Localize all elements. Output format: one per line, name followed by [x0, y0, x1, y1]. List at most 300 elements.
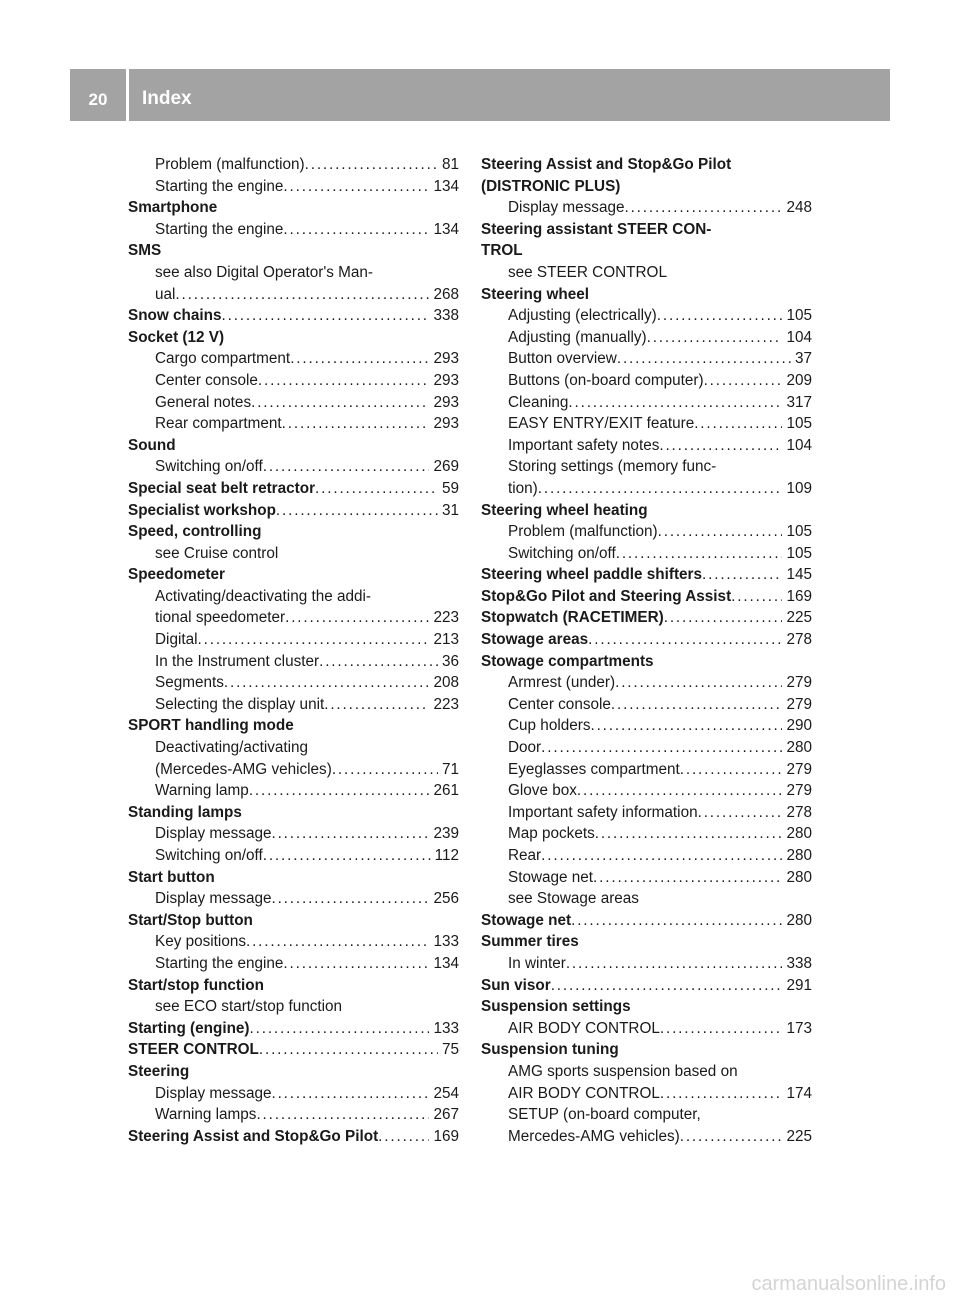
index-subentry	[128, 370, 459, 392]
entry-text: Center console	[508, 695, 611, 713]
entry-text: Segments	[155, 674, 224, 692]
index-subentry	[481, 197, 812, 219]
entry-text: Starting the engine	[155, 177, 284, 195]
entry-text: Mercedes-AMG vehicles)	[508, 1127, 680, 1145]
dot-leader	[680, 759, 783, 781]
page-reference: 223	[433, 609, 459, 627]
page-reference: 268	[433, 285, 459, 303]
page-reference: 280	[786, 825, 812, 843]
page-reference: 290	[786, 717, 812, 735]
entry-text: Center console	[155, 371, 258, 389]
entry-text: see STEER CONTROL	[508, 263, 667, 281]
page-reference: 112	[434, 847, 459, 864]
dot-leader	[285, 607, 429, 629]
page-reference: 293	[433, 350, 459, 368]
page-reference: 225	[786, 1127, 812, 1145]
page-reference: 223	[433, 695, 459, 713]
entry-text: Button overview	[508, 350, 617, 368]
dot-leader	[246, 931, 429, 953]
index-subentry	[481, 802, 812, 824]
dot-leader	[694, 413, 782, 435]
dot-leader	[541, 845, 782, 867]
entry-text: Summer tires	[481, 933, 579, 951]
entry-text: Display message	[155, 1084, 272, 1102]
page-reference: 169	[786, 587, 812, 605]
page-reference: 75	[441, 1041, 459, 1059]
entry-text: see ECO start/stop function	[155, 998, 343, 1016]
entry-text: SMS	[128, 242, 162, 260]
dot-leader	[256, 1104, 429, 1126]
page-reference: 105	[786, 544, 812, 562]
page-reference: 279	[786, 782, 812, 800]
dot-leader	[660, 1083, 783, 1105]
entry-text: Steering wheel paddle shifters	[481, 566, 703, 584]
index-entry	[481, 240, 812, 262]
dot-leader	[290, 348, 429, 370]
index-entry	[128, 1018, 459, 1040]
entry-text: Stowage net	[508, 868, 594, 886]
entry-text: AMG sports suspension based on	[508, 1062, 738, 1080]
entry-text: Key positions	[155, 933, 246, 951]
entry-text: Steering wheel	[481, 285, 589, 303]
index-subentry	[481, 262, 812, 284]
page-reference: 105	[786, 523, 812, 541]
entry-text: SPORT handling mode	[128, 717, 294, 735]
index-entry	[128, 564, 459, 586]
dot-leader	[283, 953, 429, 975]
page-reference: 105	[786, 415, 812, 433]
index-subentry	[128, 888, 459, 910]
dot-leader	[571, 910, 782, 932]
dot-leader	[551, 975, 783, 997]
entry-text: (DISTRONIC PLUS)	[481, 177, 621, 195]
entry-text: Door	[508, 739, 542, 757]
entry-text: tion)	[508, 479, 538, 497]
index-subentry	[481, 392, 812, 414]
dot-leader	[659, 435, 782, 457]
index-subentry	[128, 931, 459, 953]
page-reference: 293	[433, 393, 459, 411]
entry-text: Switching on/off	[508, 544, 616, 562]
page-reference: 280	[786, 868, 812, 886]
page-reference: 174	[786, 1084, 812, 1102]
index-entry	[128, 521, 459, 543]
page-reference: 278	[786, 631, 812, 649]
entry-text: Start button	[128, 868, 215, 886]
index-subentry	[481, 1018, 812, 1040]
page-reference: 145	[786, 566, 812, 584]
page-number: 20	[88, 90, 108, 109]
index-subentry	[481, 737, 812, 759]
entry-text: Display message	[155, 825, 272, 843]
index-subentry	[128, 348, 459, 370]
entry-text: AIR BODY CONTROL	[508, 1084, 660, 1102]
page-reference: 338	[433, 307, 459, 325]
entry-text: Steering wheel heating	[481, 501, 648, 519]
dot-leader	[319, 651, 438, 673]
entry-text: ual	[155, 285, 176, 303]
header-divider	[126, 69, 129, 121]
index-subentry	[128, 737, 459, 759]
index-subentry	[128, 1104, 459, 1126]
page-reference: 134	[433, 954, 459, 972]
index-entry	[128, 435, 459, 457]
page-reference: 81	[441, 156, 459, 173]
page-reference: 278	[786, 803, 812, 821]
index-subentry	[481, 823, 812, 845]
dot-leader	[698, 802, 783, 824]
entry-text: Starting the engine	[155, 220, 284, 238]
page-reference: 59	[441, 479, 459, 497]
entry-text: STEER CONTROL	[128, 1041, 259, 1059]
dot-leader	[647, 327, 783, 349]
dot-leader	[704, 370, 783, 392]
page-reference: 37	[794, 350, 812, 368]
index-entry	[481, 975, 812, 997]
entry-text: Buttons (on-board computer)	[508, 371, 704, 389]
index-subentry	[481, 780, 812, 802]
dot-leader	[624, 197, 782, 219]
entry-text: Adjusting (electrically)	[508, 307, 657, 325]
index-subentry	[128, 176, 459, 198]
dot-leader	[259, 1039, 438, 1061]
dot-leader	[250, 1018, 430, 1040]
index-entry	[481, 176, 812, 198]
index-subentry	[481, 953, 812, 975]
entry-text: Sun visor	[481, 976, 551, 994]
index-subentry	[481, 672, 812, 694]
index-entry	[128, 910, 459, 932]
page-header	[70, 69, 890, 121]
index-subentry	[481, 694, 812, 716]
index-subentry	[128, 845, 459, 867]
index-entry	[128, 327, 459, 349]
index-subentry	[481, 435, 812, 457]
page-reference: 169	[433, 1127, 459, 1145]
entry-text: see Cruise control	[155, 544, 279, 562]
page-reference: 293	[433, 371, 459, 389]
index-subentry	[481, 348, 812, 370]
dot-leader	[315, 478, 438, 500]
index-subentry	[128, 953, 459, 975]
index-subentry	[481, 845, 812, 867]
index-subentry	[481, 1083, 812, 1105]
dot-leader	[664, 607, 783, 629]
index-entry	[481, 629, 812, 651]
index-subentry	[128, 284, 459, 306]
dot-leader	[283, 176, 429, 198]
entry-text: Rear compartment	[155, 415, 282, 433]
index-subentry	[481, 1061, 812, 1083]
entry-text: Start/stop function	[128, 976, 264, 994]
index-column-right	[481, 154, 812, 1147]
index-subentry	[481, 888, 812, 910]
entry-text: Suspension tuning	[481, 1041, 619, 1059]
index-subentry	[481, 456, 812, 478]
entry-text: Speedometer	[128, 566, 225, 584]
page-reference: 248	[786, 199, 812, 217]
index-subentry	[481, 867, 812, 889]
page-reference: 239	[433, 825, 459, 843]
dot-leader	[222, 305, 430, 327]
page-reference: 338	[786, 954, 812, 972]
dot-leader	[617, 348, 791, 370]
page-reference: 31	[441, 501, 459, 519]
index-subentry	[128, 413, 459, 435]
entry-text: Storing settings (memory func-	[508, 458, 717, 476]
dot-leader	[702, 564, 782, 586]
dot-leader	[224, 672, 430, 694]
page-reference: 109	[786, 479, 812, 497]
dot-leader	[271, 823, 429, 845]
entry-text: Selecting the display unit	[155, 695, 325, 713]
entry-text: Steering assistant STEER CON-	[481, 220, 712, 238]
index-subentry	[128, 392, 459, 414]
dot-leader	[282, 413, 430, 435]
entry-text: see Stowage areas	[508, 890, 639, 908]
entry-text: Armrest (under)	[508, 674, 616, 692]
page-reference: 104	[786, 436, 812, 454]
page-reference: 134	[433, 220, 459, 238]
page-reference: 208	[433, 674, 459, 692]
dot-leader	[660, 1018, 783, 1040]
dot-leader	[305, 154, 438, 176]
entry-text: Snow chains	[128, 307, 222, 325]
entry-text: Special seat belt retractor	[128, 479, 316, 497]
index-entry	[481, 607, 812, 629]
page-reference: 317	[786, 393, 812, 411]
entry-text: Deactivating/activating	[155, 739, 309, 757]
page-reference: 133	[433, 1019, 459, 1037]
index-entry	[481, 1039, 812, 1061]
entry-text: Sound	[128, 436, 176, 454]
entry-text: Suspension settings	[481, 998, 631, 1016]
dot-leader	[577, 780, 783, 802]
entry-text: Cargo compartment	[155, 350, 291, 368]
index-entry	[128, 1061, 459, 1083]
dot-leader	[566, 953, 783, 975]
page-reference: 256	[433, 890, 459, 908]
dot-leader	[276, 500, 438, 522]
page-reference: 213	[433, 631, 459, 649]
entry-text: Specialist workshop	[128, 501, 276, 519]
entry-text: Warning lamp	[155, 782, 249, 800]
entry-text: TROL	[481, 242, 523, 260]
page-reference: 280	[786, 911, 812, 929]
index-entry	[128, 197, 459, 219]
page-reference: 293	[433, 415, 459, 433]
entry-text: In the Instrument cluster	[155, 652, 320, 670]
index-subentry	[128, 672, 459, 694]
index-subentry	[128, 262, 459, 284]
index-subentry	[481, 478, 812, 500]
entry-text: Stowage areas	[481, 631, 589, 649]
entry-text: Stowage compartments	[481, 652, 654, 670]
page-reference: 71	[441, 760, 459, 778]
entry-text: Display message	[155, 890, 272, 908]
dot-leader	[378, 1126, 429, 1148]
dot-leader	[258, 370, 430, 392]
index-subentry	[128, 607, 459, 629]
page-reference: 279	[786, 695, 812, 713]
dot-leader	[731, 586, 782, 608]
dot-leader	[616, 543, 783, 565]
index-entry	[481, 500, 812, 522]
entry-text: Activating/deactivating the addi-	[155, 587, 371, 605]
page-reference: 105	[786, 307, 812, 325]
entry-text: Stowage net	[481, 911, 572, 929]
index-entry	[481, 219, 812, 241]
dot-leader	[658, 521, 783, 543]
index-subentry	[128, 694, 459, 716]
entry-text: Important safety information	[508, 803, 698, 821]
entry-text: AIR BODY CONTROL	[508, 1019, 660, 1037]
index-subentry	[481, 327, 812, 349]
page-reference: 280	[786, 847, 812, 864]
page-reference: 269	[433, 458, 459, 476]
dot-leader	[568, 392, 782, 414]
dot-leader	[332, 759, 438, 781]
entry-text: Important safety notes	[508, 436, 660, 454]
index-subentry	[481, 1104, 812, 1126]
entry-text: Steering Assist and Stop&Go Pilot	[128, 1127, 379, 1145]
dot-leader	[611, 694, 783, 716]
index-entry	[481, 910, 812, 932]
index-subentry	[128, 759, 459, 781]
index-subentry	[128, 629, 459, 651]
page-reference: 225	[786, 609, 812, 627]
index-entry	[128, 240, 459, 262]
index-subentry	[128, 651, 459, 673]
entry-text: tional speedometer	[155, 609, 286, 627]
index-subentry	[128, 1083, 459, 1105]
entry-text: Steering	[128, 1062, 190, 1080]
entry-text: Speed, controlling	[128, 523, 262, 541]
dot-leader	[595, 823, 783, 845]
index-column-left	[128, 154, 459, 1147]
index-entry	[481, 996, 812, 1018]
page-reference: 267	[433, 1106, 459, 1124]
dot-leader	[251, 392, 429, 414]
index-subentry	[481, 759, 812, 781]
entry-text: Cleaning	[508, 393, 569, 411]
entry-text: Stop&Go Pilot and Steering Assist	[481, 587, 732, 605]
index-entry	[128, 305, 459, 327]
index-subentry	[128, 780, 459, 802]
dot-leader	[324, 694, 429, 716]
index-entry	[481, 931, 812, 953]
entry-text: Standing lamps	[128, 803, 242, 821]
index-subentry	[481, 305, 812, 327]
dot-leader	[538, 478, 783, 500]
page-reference: 173	[786, 1019, 812, 1037]
index-subentry	[128, 543, 459, 565]
index-entry	[128, 1039, 459, 1061]
dot-leader	[175, 284, 429, 306]
dot-leader	[657, 305, 783, 327]
index-entry	[128, 802, 459, 824]
entry-text: see also Digital Operator's Man-	[155, 263, 374, 281]
page-reference: 254	[433, 1084, 459, 1102]
dot-leader	[615, 672, 782, 694]
page-reference: 291	[786, 976, 812, 994]
entry-text: Stopwatch (RACETIMER)	[481, 609, 664, 627]
entry-text: Map pockets	[508, 825, 595, 843]
index-subentry	[481, 715, 812, 737]
page-reference: 104	[786, 328, 812, 346]
index-entry	[481, 651, 812, 673]
index-entry	[128, 867, 459, 889]
footer-watermark: carmanualsonline.info	[751, 1273, 946, 1295]
index-subentry	[128, 456, 459, 478]
entry-text: Display message	[508, 199, 625, 217]
index-entry	[128, 1126, 459, 1148]
page-reference: 280	[786, 739, 812, 757]
index-subentry	[128, 154, 459, 176]
entry-text: Socket (12 V)	[128, 328, 225, 346]
index-subentry	[481, 370, 812, 392]
entry-text: EASY ENTRY/EXIT feature	[508, 415, 695, 433]
page-title: Index	[142, 88, 192, 109]
entry-text: Switching on/off	[155, 458, 263, 476]
index-subentry	[128, 586, 459, 608]
page-reference: 133	[433, 933, 459, 951]
entry-text: Digital	[155, 631, 198, 649]
page-reference: 36	[441, 652, 459, 670]
index-subentry	[128, 219, 459, 241]
entry-text: Adjusting (manually)	[508, 328, 647, 346]
entry-text: Smartphone	[128, 199, 218, 217]
dot-leader	[680, 1126, 783, 1148]
dot-leader	[541, 737, 782, 759]
index-entry	[128, 975, 459, 997]
page-reference: 134	[433, 177, 459, 195]
entry-text: In winter	[508, 954, 566, 972]
entry-text: Starting the engine	[155, 954, 284, 972]
entry-text: (Mercedes-AMG vehicles)	[155, 760, 332, 778]
index-subentry	[481, 1126, 812, 1148]
index-entry	[128, 715, 459, 737]
entry-text: Rear	[508, 847, 542, 864]
index-subentry	[481, 543, 812, 565]
entry-text: Problem (malfunction)	[508, 523, 658, 541]
dot-leader	[588, 629, 782, 651]
index-entry	[128, 500, 459, 522]
index-entry	[481, 154, 812, 176]
index-subentry	[128, 823, 459, 845]
entry-text: Cup holders	[508, 717, 591, 735]
entry-text: SETUP (on-board computer,	[508, 1106, 701, 1124]
entry-text: General notes	[155, 393, 252, 411]
entry-text: Eyeglasses compartment	[508, 760, 680, 778]
dot-leader	[198, 629, 430, 651]
page-reference: 279	[786, 674, 812, 692]
page-reference: 279	[786, 760, 812, 778]
index-subentry	[481, 521, 812, 543]
dot-leader	[263, 456, 430, 478]
entry-text: Glove box	[508, 782, 577, 800]
entry-text: Starting (engine)	[128, 1019, 250, 1037]
dot-leader	[263, 845, 431, 867]
entry-text: Start/Stop button	[128, 911, 253, 929]
index-entry	[128, 478, 459, 500]
entry-text: Switching on/off	[155, 847, 263, 864]
index-entry	[481, 284, 812, 306]
page-reference: 261	[433, 782, 459, 800]
dot-leader	[249, 780, 430, 802]
index-subentry	[128, 996, 459, 1018]
dot-leader	[271, 888, 429, 910]
